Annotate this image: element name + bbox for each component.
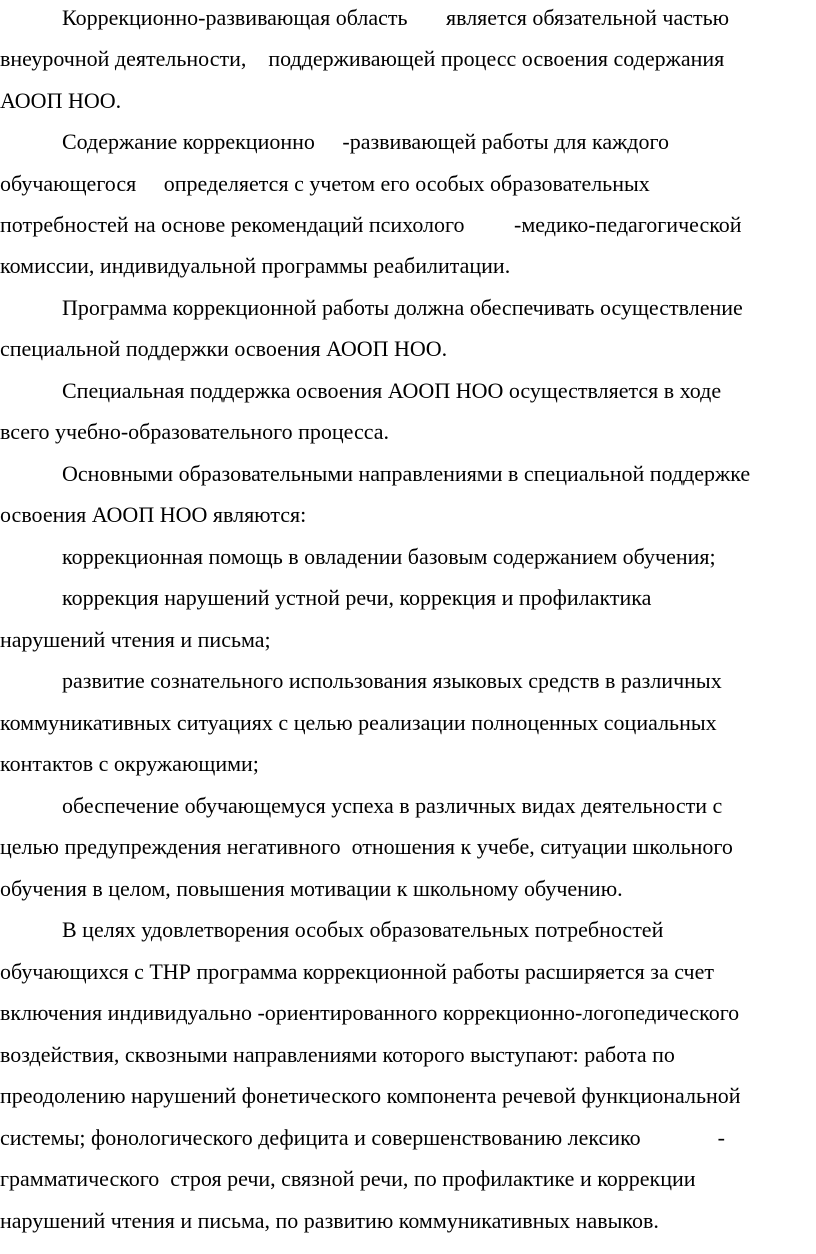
text-line: В целях удовлетворения особых образовательных потребностей xyxy=(62,917,664,942)
text-line: освоения АООП НОО являются: xyxy=(0,502,307,527)
text-line: нарушений чтения и письма, по развитию коммуникативных навыков. xyxy=(0,1208,659,1233)
text-line: Основными образовательными направлениями в специальной поддержке xyxy=(62,461,751,486)
text-line: комиссии, индивидуальной программы реабилитации. xyxy=(0,253,511,278)
text-line: контактов с окружающими; xyxy=(0,751,259,776)
text-line: обучающихся с ТНР программа коррекционной работы расширяется за счет xyxy=(0,959,715,984)
text-line: внеурочной деятельности, поддерживающей процесс освоения содержания xyxy=(0,46,725,71)
text-line: Специальная поддержка освоения АООП НОО осуществляется в ходе xyxy=(62,378,722,403)
text-line: преодолению нарушений фонетического компонента речевой функциональной xyxy=(0,1083,741,1108)
text-line: специальной поддержки освоения АООП НОО. xyxy=(0,336,448,361)
text-line: целью предупреждения негативного отношения к учебе, ситуации школьного xyxy=(0,834,733,859)
text-line: коррекция нарушений устной речи, коррекция и профилактика xyxy=(62,585,652,610)
text-line: коммуникативных ситуациях с целью реализации полноценных социальных xyxy=(0,710,717,735)
text-line: системы; фонологического дефицита и совершенствованию лексико - xyxy=(0,1125,725,1150)
text-line: потребностей на основе рекомендаций психолого -медико-педагогической xyxy=(0,212,742,237)
text-line: всего учебно-образовательного процесса. xyxy=(0,419,390,444)
text-line: развитие сознательного использования языковых средств в различных xyxy=(62,668,722,693)
text-line: Коррекционно-развивающая область является обязательной частью xyxy=(62,5,730,30)
text-line: Содержание коррекционно -развивающей работы для каждого xyxy=(62,129,669,154)
text-line: обучения в целом, повышения мотивации к школьному обучению. xyxy=(0,876,623,901)
text-line: грамматического строя речи, связной речи, по профилактике и коррекции xyxy=(0,1166,696,1191)
text-line: воздействия, сквозными направлениями которого выступают: работа по xyxy=(0,1042,675,1067)
text-line: обеспечение обучающемуся успеха в различных видах деятельности с xyxy=(62,793,723,818)
text-line: коррекционная помощь в овладении базовым содержанием обучения; xyxy=(62,544,716,569)
text-line: АООП НОО. xyxy=(0,88,122,113)
text-line: включения индивидуально -ориентированного коррекционно-логопедического xyxy=(0,1000,740,1025)
text-line: Программа коррекционной работы должна обеспечивать осуществление xyxy=(62,295,743,320)
text-line: нарушений чтения и письма; xyxy=(0,627,271,652)
text-line: обучающегося определяется с учетом его особых образовательных xyxy=(0,171,650,196)
